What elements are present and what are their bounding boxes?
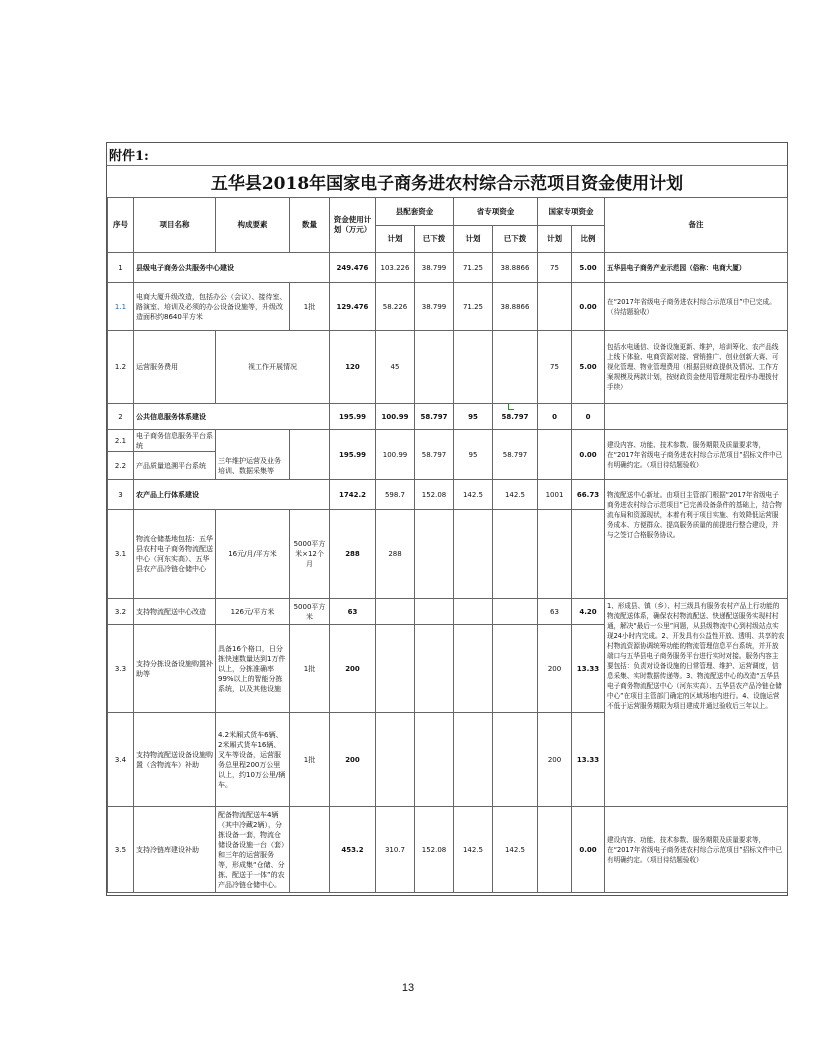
cell-seq: 1.2 xyxy=(108,331,134,404)
table-row xyxy=(108,480,788,510)
cell-seq: 1 xyxy=(108,253,134,283)
cell-content: 16元/月/平方米 xyxy=(216,510,290,599)
cell-seq: 2.2 xyxy=(108,452,134,480)
cell-nat-plan: 0 xyxy=(538,404,572,430)
cell-nat-plan xyxy=(538,807,572,893)
table-row xyxy=(108,253,788,283)
cell-prov-plan: 95 xyxy=(454,404,493,430)
cell-prov-issued xyxy=(493,510,538,599)
funding-table xyxy=(107,197,788,893)
cell-remarks: 建设内容、功能、技术参数、服务期限及质量要求等，在“2017年省级电子商务进农村综合示范项目”招标文件中已有明确约定。（项目待结题验收） xyxy=(605,807,788,893)
cell-county-issued: 58.797 xyxy=(415,430,454,480)
cell-seq: 2.1 xyxy=(108,430,134,452)
cell-total: 63 xyxy=(330,599,376,625)
attachment-label: 附件1: xyxy=(109,149,149,164)
cell-nat-ratio xyxy=(572,510,605,599)
cell-county-issued: 38.799 xyxy=(415,253,454,283)
header-national-ratio: 比例 xyxy=(572,226,605,253)
cell-nat-plan: 63 xyxy=(538,599,572,625)
cell-project: 县级电子商务公共服务中心建设 xyxy=(134,253,330,283)
cell-prov-plan: 95 xyxy=(454,430,493,480)
cell-total: 288 xyxy=(330,510,376,599)
cell-nat-plan: 75 xyxy=(538,253,572,283)
cell-prov-issued xyxy=(493,713,538,807)
header-content: 构成要素 xyxy=(216,198,290,253)
cell-nat-ratio: 5.00 xyxy=(572,331,605,404)
cell-remarks: 五华县电子商务产业示范园（俗称：电商大厦） xyxy=(605,253,788,283)
header-county-plan: 计划 xyxy=(376,226,415,253)
cell-nat-ratio: 4.20 xyxy=(572,599,605,625)
cell-qty: 5000平方米×12个月 xyxy=(290,510,330,599)
table-row xyxy=(108,331,788,404)
cell-nat-plan xyxy=(538,430,572,480)
table-row xyxy=(108,430,788,452)
header-national-plan: 计划 xyxy=(538,226,572,253)
cell-prov-plan xyxy=(454,599,493,625)
cell-nat-ratio: 13.33 xyxy=(572,625,605,713)
cell-county-issued: 152.08 xyxy=(415,480,454,510)
cell-county-plan xyxy=(376,625,415,713)
table-row xyxy=(108,599,788,625)
cell-prov-plan xyxy=(454,510,493,599)
cell-remarks: 物流配送中心新址。由项目主管部门根据“2017年省级电子商务进农村综合示范项目”已完善设备条件的基础上，结合物流布局和资源现状，本着有利于项目实施、有效降低运营服务成本、方便群众、提高服务质量的前提进行整合建设，并与之签订合格服务协议。 xyxy=(605,480,788,599)
header-project: 项目名称 xyxy=(134,198,216,253)
document-title: 五华县2018年国家电子商务进农村综合示范项目资金使用计划 xyxy=(107,165,787,198)
cell-remarks: 建设内容、功能、技术参数、服务期限及质量要求等，在“2017年省级电子商务进农村综合示范项目”招标文件中已有明确约定。（项目待结题验收） xyxy=(605,430,788,480)
cell-remarks: 包括水电通信、设备设施更新、维护，培训筹化、农产品线上线下体验、电商资源对接、营销推广、创业创新大赛、可视化管理、物业管理费用（根据县财政提供及情况、工作方案规模及两款计划，按财政资金使用管理规定程序办理拨付手续） xyxy=(605,331,788,404)
cell-qty xyxy=(290,430,330,480)
cell-total: 1742.2 xyxy=(330,480,376,510)
cell-county-plan: 100.99 xyxy=(376,430,415,480)
cell-prov-issued xyxy=(493,625,538,713)
table-row xyxy=(108,283,788,331)
cell-nat-ratio: 0.00 xyxy=(572,430,605,480)
header-province-issued: 已下拨 xyxy=(493,226,538,253)
header-row-1 xyxy=(108,198,788,226)
cell-county-issued: 58.797 xyxy=(415,404,454,430)
header-seq: 序号 xyxy=(108,198,134,253)
cell-prov-issued xyxy=(493,331,538,404)
cell-total: 195.99 xyxy=(330,430,376,480)
cell-county-plan xyxy=(376,713,415,807)
cell-content-text: 三年维护运营及业务培训、数据采集等 xyxy=(218,457,281,475)
cell-nat-plan: 1001 xyxy=(538,480,572,510)
cell-qty: 1批 xyxy=(290,625,330,713)
cell-prov-plan: 71.25 xyxy=(454,283,493,331)
cell-project: 支持物流配送设备设施购置（含物流车）补助 xyxy=(134,713,216,807)
cell-prov-plan: 142.5 xyxy=(454,480,493,510)
cell-nat-ratio: 66.73 xyxy=(572,480,605,510)
cell-prov-issued: 38.8866 xyxy=(493,283,538,331)
cell-total: 200 xyxy=(330,713,376,807)
cell-content: 具备16个格口，日分拣快速数量达到1万件以上，分拣准确率99%以上的智能分拣系统，以及其他设施 xyxy=(216,625,290,713)
cell-nat-plan: 75 xyxy=(538,331,572,404)
header-province: 省专项资金 xyxy=(454,198,538,226)
cell-county-issued xyxy=(415,599,454,625)
cell-remarks: 在“2017年省级电子商务进农村综合示范项目”中已完成。（待结题验收） xyxy=(605,283,788,331)
cell-total: 195.99 xyxy=(330,404,376,430)
header-remarks: 备注 xyxy=(605,198,788,253)
cell-corner-mark xyxy=(508,404,514,410)
cell-seq: 3.1 xyxy=(108,510,134,599)
cell-project: 运营服务费用 xyxy=(134,331,216,404)
cell-project: 电子商务信息服务平台系统 xyxy=(134,430,216,452)
cell-project: 物流仓储基地包括：五华县农村电子商务物流配送中心（河东实高）、五华县农产品冷链仓储中心 xyxy=(134,510,216,599)
cell-seq: 3.3 xyxy=(108,625,134,713)
cell-county-issued xyxy=(415,625,454,713)
cell-content: 视工作开展情况 xyxy=(216,331,330,404)
cell-total: 453.2 xyxy=(330,807,376,893)
header-county: 县配套资金 xyxy=(376,198,454,226)
cell-seq: 3.5 xyxy=(108,807,134,893)
cell-prov-issued: 38.8866 xyxy=(493,253,538,283)
page-number: 13 xyxy=(401,982,415,994)
cell-county-plan: 598.7 xyxy=(376,480,415,510)
cell-nat-ratio: 0.00 xyxy=(572,283,605,331)
cell-remarks xyxy=(605,404,788,430)
cell-seq: 3 xyxy=(108,480,134,510)
cell-county-issued: 38.799 xyxy=(415,283,454,331)
header-county-issued: 已下拨 xyxy=(415,226,454,253)
cell-prov-issued: 142.5 xyxy=(493,480,538,510)
cell-nat-plan: 200 xyxy=(538,713,572,807)
header-national: 国家专项资金 xyxy=(538,198,605,226)
cell-nat-ratio: 13.33 xyxy=(572,713,605,807)
table-row xyxy=(108,807,788,893)
cell-nat-ratio: 0.00 xyxy=(572,807,605,893)
cell-qty: 1批 xyxy=(290,283,330,331)
cell-county-issued xyxy=(415,331,454,404)
cell-county-plan: 103.226 xyxy=(376,253,415,283)
header-province-plan: 计划 xyxy=(454,226,493,253)
cell-prov-plan: 71.25 xyxy=(454,253,493,283)
cell-seq: 3.4 xyxy=(108,713,134,807)
cell-nat-plan xyxy=(538,283,572,331)
cell-prov-issued xyxy=(493,599,538,625)
cell-project: 电商大厦升级改造，包括办公（会议）、接待室、路演室、培训及必须的办公设备设施等，升级改造面积约8640平方米 xyxy=(134,283,290,331)
table-row xyxy=(108,404,788,430)
cell-total: 120 xyxy=(330,331,376,404)
header-planned: 资金使用计划（万元） xyxy=(330,198,376,253)
cell-qty: 1批 xyxy=(290,713,330,807)
cell-prov-issued: 58.797 xyxy=(493,404,538,430)
cell-prov-issued: 142.5 xyxy=(493,807,538,893)
cell-county-issued xyxy=(415,713,454,807)
cell-nat-plan: 200 xyxy=(538,625,572,713)
cell-nat-ratio: 0 xyxy=(572,404,605,430)
cell-nat-ratio: 5.00 xyxy=(572,253,605,283)
cell-total: 249.476 xyxy=(330,253,376,283)
cell-prov-issued: 58.797 xyxy=(493,430,538,480)
cell-content: 配备物流配送车4辆（其中冷藏2辆），分拣设备一套，物流仓储设备设施一台（套）和三年的运营服务等，形成集“仓储、分拣、配送于一体”的农产品冷链仓储中心。 xyxy=(216,807,290,893)
cell-total: 200 xyxy=(330,625,376,713)
cell-county-issued: 152.08 xyxy=(415,807,454,893)
cell-qty xyxy=(290,807,330,893)
cell-project: 农产品上行体系建设 xyxy=(134,480,330,510)
cell-nat-plan xyxy=(538,510,572,599)
cell-seq: 2 xyxy=(108,404,134,430)
cell-total: 129.476 xyxy=(330,283,376,331)
cell-project: 支持物流配送中心改造 xyxy=(134,599,216,625)
cell-county-plan: 288 xyxy=(376,510,415,599)
cell-prov-plan: 142.5 xyxy=(454,807,493,893)
cell-county-plan: 58.226 xyxy=(376,283,415,331)
cell-prov-plan xyxy=(454,625,493,713)
cell-prov-plan xyxy=(454,331,493,404)
cell-prov-plan xyxy=(454,713,493,807)
cell-county-plan: 45 xyxy=(376,331,415,404)
cell-county-plan: 310.7 xyxy=(376,807,415,893)
cell-qty: 5000平方米 xyxy=(290,599,330,625)
cell-project: 公共信息服务体系建设 xyxy=(134,404,330,430)
header-quantity: 数量 xyxy=(290,198,330,253)
cell-county-issued xyxy=(415,510,454,599)
attachment-label-row xyxy=(107,143,787,166)
funding-plan-sheet xyxy=(106,142,788,896)
cell-county-plan: 100.99 xyxy=(376,404,415,430)
cell-seq: 1.1 xyxy=(108,283,134,331)
cell-county-plan xyxy=(376,599,415,625)
cell-remarks: 1、形成县、镇（乡）、村三级具有服务农村产品上行功能的物流配送体系，确保农村物流配送、快递配送服务实现村村通，解决“最后一公里”问题，从县级物流中心到村级站点实现24小时内完成。2、开发具有公益性开放、透明、共享的农村物流资源协调统筹功能的物流管理信息平台系统，并开放端口与五华县电子商务服务平台进行实时对接。服务内容主要包括：负责对设备设施的日常管理、维护、运营调度，信息采集、实时数据传递等。3、物流配送中心的改造“五华县电子商务物流配送中心（河东实高）、五华县农产品冷链仓储中心”在项目主管部门确定的区域场地内进行。4、设施运营不低于运营服务期限为项目建成并通过验收后三年以上。 xyxy=(605,599,788,807)
cell-project: 支持冷链库建设补助 xyxy=(134,807,216,893)
cell-project: 支持分拣设备设施购置补助等 xyxy=(134,625,216,713)
cell-content xyxy=(216,430,290,480)
cell-seq: 3.2 xyxy=(108,599,134,625)
cell-content: 4.2米厢式货车6辆、2米厢式货车16辆、叉车等设备，运营服务总里程200万公里以上，约10万公里/辆车。 xyxy=(216,713,290,807)
cell-content: 126元/平方米 xyxy=(216,599,290,625)
cell-project: 产品质量追溯平台系统 xyxy=(134,452,216,480)
